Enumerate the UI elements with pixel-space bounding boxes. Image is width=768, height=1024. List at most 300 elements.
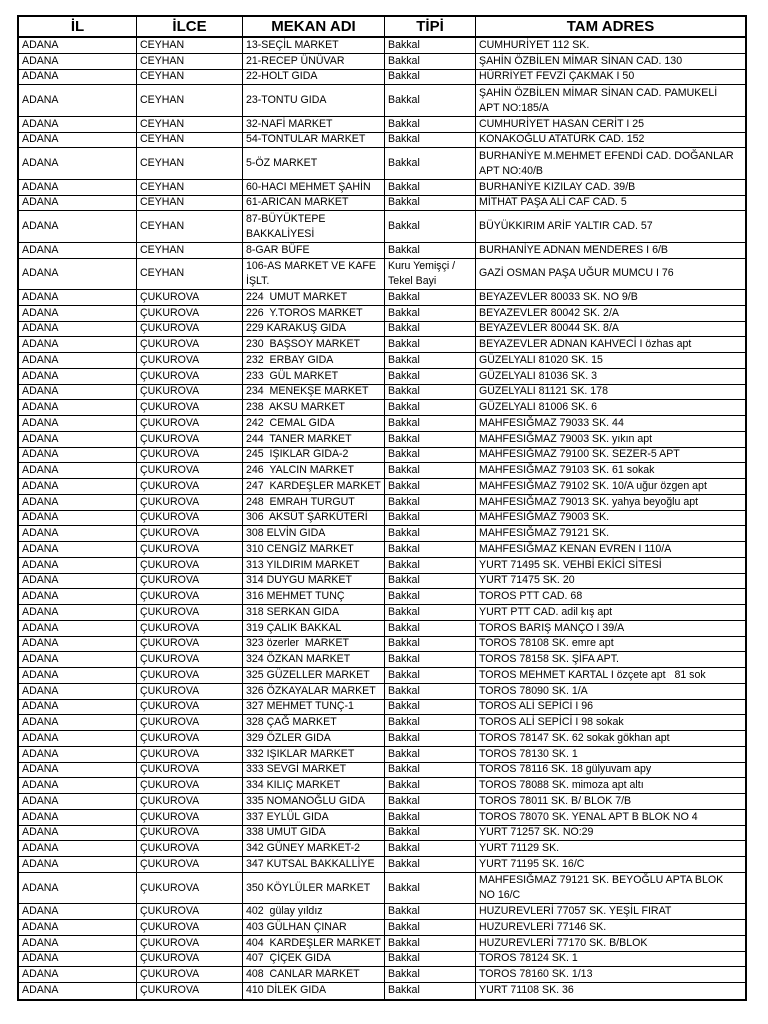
table-row — [19, 574, 745, 590]
cell-mekan-adi: 22-HOLT GIDA — [243, 70, 385, 86]
cell-tam-adres: YURT 71257 SK. NO:29 — [476, 826, 745, 842]
table-row — [19, 400, 745, 416]
table-row — [19, 180, 745, 196]
cell-il: ADANA — [19, 826, 137, 842]
table-row — [19, 243, 745, 259]
cell-tam-adres: TOROS BARIŞ MANÇO I 39/A — [476, 621, 745, 637]
cell-tam-adres: MAHFESIĞMAZ KENAN EVREN I 110/A — [476, 542, 745, 558]
cell-mekan-adi: 245 IŞIKLAR GIDA-2 — [243, 448, 385, 464]
table-row — [19, 54, 745, 70]
cell-mekan-adi: 324 ÖZKAN MARKET — [243, 652, 385, 668]
cell-tipi: Bakkal — [385, 448, 476, 464]
cell-mekan-adi: 106-AS MARKET VE KAFE İŞLT. — [243, 259, 385, 291]
cell-mekan-adi: 5-ÖZ MARKET — [243, 148, 385, 180]
table-row — [19, 778, 745, 794]
cell-tam-adres: TOROS 78158 SK. ŞİFA APT. — [476, 652, 745, 668]
cell-il: ADANA — [19, 778, 137, 794]
cell-mekan-adi: 229 KARAKUŞ GIDA — [243, 322, 385, 338]
cell-tipi: Bakkal — [385, 85, 476, 117]
cell-tipi: Bakkal — [385, 747, 476, 763]
cell-il: ADANA — [19, 448, 137, 464]
table-row — [19, 589, 745, 605]
cell-mekan-adi: 325 GÜZELLER MARKET — [243, 668, 385, 684]
cell-tipi: Bakkal — [385, 904, 476, 920]
cell-tam-adres: TOROS PTT CAD. 68 — [476, 589, 745, 605]
cell-ilce: ÇUKUROVA — [137, 416, 243, 432]
cell-il: ADANA — [19, 526, 137, 542]
cell-ilce: ÇUKUROVA — [137, 794, 243, 810]
cell-mekan-adi: 316 MEHMET TUNÇ — [243, 589, 385, 605]
cell-ilce: ÇUKUROVA — [137, 652, 243, 668]
cell-il: ADANA — [19, 967, 137, 983]
cell-il: ADANA — [19, 700, 137, 716]
table-row — [19, 38, 745, 54]
cell-mekan-adi: 338 UMUT GIDA — [243, 826, 385, 842]
cell-mekan-adi: 308 ELVİN GIDA — [243, 526, 385, 542]
cell-tipi: Bakkal — [385, 715, 476, 731]
cell-tam-adres: BURHANİYE KIZILAY CAD. 39/B — [476, 180, 745, 196]
cell-mekan-adi: 238 AKSU MARKET — [243, 400, 385, 416]
cell-tipi: Bakkal — [385, 463, 476, 479]
cell-il: ADANA — [19, 731, 137, 747]
cell-tam-adres: GÜZELYALI 81020 SK. 15 — [476, 353, 745, 369]
cell-il: ADANA — [19, 542, 137, 558]
cell-tipi: Bakkal — [385, 794, 476, 810]
cell-tipi: Bakkal — [385, 920, 476, 936]
cell-tam-adres: HUZUREVLERİ 77057 SK. YEŞİL FIRAT — [476, 904, 745, 920]
cell-tipi: Bakkal — [385, 385, 476, 401]
table-row — [19, 794, 745, 810]
cell-il: ADANA — [19, 715, 137, 731]
cell-tipi: Bakkal — [385, 778, 476, 794]
table-row — [19, 857, 745, 873]
cell-ilce: ÇUKUROVA — [137, 290, 243, 306]
cell-tipi: Bakkal — [385, 841, 476, 857]
table-row — [19, 652, 745, 668]
cell-mekan-adi: 226 Y.TOROS MARKET — [243, 306, 385, 322]
cell-il: ADANA — [19, 794, 137, 810]
cell-mekan-adi: 323 özerler MARKET — [243, 637, 385, 653]
cell-il: ADANA — [19, 621, 137, 637]
cell-ilce: ÇUKUROVA — [137, 448, 243, 464]
cell-ilce: ÇUKUROVA — [137, 810, 243, 826]
cell-il: ADANA — [19, 920, 137, 936]
cell-il: ADANA — [19, 810, 137, 826]
cell-mekan-adi: 244 TANER MARKET — [243, 432, 385, 448]
cell-ilce: ÇUKUROVA — [137, 621, 243, 637]
cell-mekan-adi: 347 KUTSAL BAKKALLİYE — [243, 857, 385, 873]
cell-tipi: Bakkal — [385, 70, 476, 86]
cell-ilce: CEYHAN — [137, 38, 243, 54]
cell-tipi: Bakkal — [385, 826, 476, 842]
table-row — [19, 432, 745, 448]
header-ilce: İLCE — [137, 17, 243, 38]
cell-tam-adres: ŞAHİN ÖZBİLEN MİMAR SİNAN CAD. PAMUKELİ APT NO:185/A — [476, 85, 745, 117]
cell-ilce: ÇUKUROVA — [137, 385, 243, 401]
table-row — [19, 259, 745, 291]
cell-ilce: ÇUKUROVA — [137, 684, 243, 700]
cell-tam-adres: TOROS ALİ SEPİCİ I 96 — [476, 700, 745, 716]
table-row — [19, 133, 745, 149]
cell-mekan-adi: 23-TONTU GIDA — [243, 85, 385, 117]
cell-tam-adres: TOROS 78130 SK. 1 — [476, 747, 745, 763]
cell-tam-adres: TOROS MEHMET KARTAL I özçete apt 81 sok — [476, 668, 745, 684]
cell-tam-adres: YURT 71195 SK. 16/C — [476, 857, 745, 873]
cell-mekan-adi: 8-GAR BÜFE — [243, 243, 385, 259]
table-row — [19, 841, 745, 857]
cell-tam-adres: BÜYÜKKIRIM ARİF YALTIR CAD. 57 — [476, 211, 745, 243]
cell-mekan-adi: 334 KILIÇ MARKET — [243, 778, 385, 794]
cell-ilce: ÇUKUROVA — [137, 873, 243, 905]
cell-il: ADANA — [19, 463, 137, 479]
cell-mekan-adi: 247 KARDEŞLER MARKET — [243, 479, 385, 495]
cell-tipi: Bakkal — [385, 936, 476, 952]
cell-ilce: ÇUKUROVA — [137, 778, 243, 794]
cell-ilce: ÇUKUROVA — [137, 952, 243, 968]
cell-tam-adres: BEYAZEVLER 80042 SK. 2/A — [476, 306, 745, 322]
cell-ilce: CEYHAN — [137, 70, 243, 86]
header-il: İL — [19, 17, 137, 38]
cell-mekan-adi: 32-NAFİ MARKET — [243, 117, 385, 133]
cell-mekan-adi: 306 AKSÜT ŞARKÜTERİ — [243, 511, 385, 527]
cell-ilce: CEYHAN — [137, 148, 243, 180]
cell-tam-adres: MAHFESIĞMAZ 79003 SK. — [476, 511, 745, 527]
cell-il: ADANA — [19, 983, 137, 999]
cell-ilce: ÇUKUROVA — [137, 511, 243, 527]
cell-il: ADANA — [19, 369, 137, 385]
cell-tam-adres: TOROS 78088 SK. mimoza apt altı — [476, 778, 745, 794]
cell-ilce: ÇUKUROVA — [137, 936, 243, 952]
cell-mekan-adi: 318 SERKAN GIDA — [243, 605, 385, 621]
cell-tam-adres: TOROS 78147 SK. 62 sokak gökhan apt — [476, 731, 745, 747]
cell-tipi: Bakkal — [385, 322, 476, 338]
cell-tipi: Bakkal — [385, 983, 476, 999]
cell-mekan-adi: 402 gülay yıldız — [243, 904, 385, 920]
cell-ilce: ÇUKUROVA — [137, 322, 243, 338]
cell-mekan-adi: 246 YALCIN MARKET — [243, 463, 385, 479]
cell-il: ADANA — [19, 605, 137, 621]
cell-tam-adres: ŞAHİN ÖZBİLEN MİMAR SİNAN CAD. 130 — [476, 54, 745, 70]
cell-il: ADANA — [19, 54, 137, 70]
cell-tipi: Bakkal — [385, 495, 476, 511]
cell-tipi: Bakkal — [385, 479, 476, 495]
table-row — [19, 967, 745, 983]
cell-il: ADANA — [19, 511, 137, 527]
cell-il: ADANA — [19, 857, 137, 873]
cell-tipi: Bakkal — [385, 684, 476, 700]
cell-il: ADANA — [19, 432, 137, 448]
cell-mekan-adi: 329 ÖZLER GIDA — [243, 731, 385, 747]
cell-ilce: CEYHAN — [137, 54, 243, 70]
cell-il: ADANA — [19, 337, 137, 353]
cell-tipi: Bakkal — [385, 700, 476, 716]
cell-ilce: CEYHAN — [137, 243, 243, 259]
cell-il: ADANA — [19, 290, 137, 306]
cell-mekan-adi: 407 ÇİÇEK GIDA — [243, 952, 385, 968]
cell-tipi: Bakkal — [385, 337, 476, 353]
table-body — [19, 38, 745, 999]
cell-mekan-adi: 233 GÜL MARKET — [243, 369, 385, 385]
cell-tam-adres: TOROS 78011 SK. B/ BLOK 7/B — [476, 794, 745, 810]
cell-tam-adres: BEYAZEVLER 80044 SK. 8/A — [476, 322, 745, 338]
cell-ilce: ÇUKUROVA — [137, 337, 243, 353]
table-row — [19, 747, 745, 763]
cell-mekan-adi: 404 KARDEŞLER MARKET — [243, 936, 385, 952]
cell-il: ADANA — [19, 322, 137, 338]
cell-ilce: CEYHAN — [137, 117, 243, 133]
cell-ilce: ÇUKUROVA — [137, 589, 243, 605]
cell-tipi: Bakkal — [385, 542, 476, 558]
cell-il: ADANA — [19, 400, 137, 416]
cell-il: ADANA — [19, 353, 137, 369]
cell-tipi: Bakkal — [385, 952, 476, 968]
cell-il: ADANA — [19, 479, 137, 495]
table-row — [19, 148, 745, 180]
cell-mekan-adi: 242 CEMAL GIDA — [243, 416, 385, 432]
cell-mekan-adi: 403 GÜLHAN ÇINAR — [243, 920, 385, 936]
cell-ilce: ÇUKUROVA — [137, 432, 243, 448]
cell-tipi: Bakkal — [385, 526, 476, 542]
cell-ilce: ÇUKUROVA — [137, 479, 243, 495]
cell-tipi: Bakkal — [385, 857, 476, 873]
cell-ilce: ÇUKUROVA — [137, 542, 243, 558]
cell-mekan-adi: 350 KÖYLÜLER MARKET — [243, 873, 385, 905]
table-row — [19, 306, 745, 322]
cell-tam-adres: MAHFESIĞMAZ 79033 SK. 44 — [476, 416, 745, 432]
cell-tipi: Bakkal — [385, 54, 476, 70]
table-row — [19, 605, 745, 621]
cell-ilce: ÇUKUROVA — [137, 306, 243, 322]
cell-ilce: ÇUKUROVA — [137, 637, 243, 653]
cell-tipi: Bakkal — [385, 668, 476, 684]
cell-tipi: Bakkal — [385, 117, 476, 133]
cell-mekan-adi: 313 YILDIRIM MARKET — [243, 558, 385, 574]
cell-il: ADANA — [19, 952, 137, 968]
header-tipi: TİPİ — [385, 17, 476, 38]
cell-tam-adres: BURHANİYE ADNAN MENDERES I 6/B — [476, 243, 745, 259]
table-row — [19, 873, 745, 905]
cell-ilce: ÇUKUROVA — [137, 841, 243, 857]
cell-mekan-adi: 332 IŞIKLAR MARKET — [243, 747, 385, 763]
cell-il: ADANA — [19, 747, 137, 763]
table-row — [19, 448, 745, 464]
cell-tam-adres: TOROS 78108 SK. emre apt — [476, 637, 745, 653]
cell-tipi: Bakkal — [385, 763, 476, 779]
cell-il: ADANA — [19, 763, 137, 779]
cell-tam-adres: TOROS 78160 SK. 1/13 — [476, 967, 745, 983]
cell-tipi: Bakkal — [385, 400, 476, 416]
cell-tam-adres: MİTHAT PAŞA ALİ CAF CAD. 5 — [476, 196, 745, 212]
cell-tam-adres: MAHFESIĞMAZ 79103 SK. 61 sokak — [476, 463, 745, 479]
cell-ilce: CEYHAN — [137, 180, 243, 196]
cell-il: ADANA — [19, 558, 137, 574]
cell-tipi: Bakkal — [385, 148, 476, 180]
cell-mekan-adi: 87-BÜYÜKTEPE BAKKALİYESİ — [243, 211, 385, 243]
table-row — [19, 290, 745, 306]
table-row — [19, 904, 745, 920]
cell-tam-adres: TOROS 78070 SK. YENAL APT B BLOK NO 4 — [476, 810, 745, 826]
table-row — [19, 479, 745, 495]
cell-il: ADANA — [19, 684, 137, 700]
cell-tam-adres: BEYAZEVLER 80033 SK. NO 9/B — [476, 290, 745, 306]
cell-il: ADANA — [19, 133, 137, 149]
cell-tam-adres: GÜZELYALI 81006 SK. 6 — [476, 400, 745, 416]
cell-il: ADANA — [19, 873, 137, 905]
table-row — [19, 558, 745, 574]
cell-tipi: Bakkal — [385, 306, 476, 322]
cell-mekan-adi: 13-SEÇİL MARKET — [243, 38, 385, 54]
cell-tam-adres: YURT 71108 SK. 36 — [479, 984, 574, 997]
cell-ilce: ÇUKUROVA — [137, 526, 243, 542]
cell-ilce: ÇUKUROVA — [137, 967, 243, 983]
cell-tipi: Bakkal — [385, 243, 476, 259]
cell-mekan-adi: 232 ERBAY GIDA — [243, 353, 385, 369]
cell-mekan-adi: 54-TONTULAR MARKET — [243, 133, 385, 149]
cell-mekan-adi: 328 ÇAĞ MARKET — [243, 715, 385, 731]
table-row — [19, 952, 745, 968]
cell-tipi: Bakkal — [385, 432, 476, 448]
table-row — [19, 826, 745, 842]
cell-ilce: ÇUKUROVA — [137, 605, 243, 621]
cell-il: ADANA — [19, 196, 137, 212]
cell-il: ADANA — [19, 574, 137, 590]
header-tam-adres: TAM ADRES — [476, 17, 745, 38]
table-row — [19, 526, 745, 542]
table-row — [19, 70, 745, 86]
store-list-table — [17, 15, 747, 1001]
cell-mekan-adi: 314 DUYGU MARKET — [243, 574, 385, 590]
cell-tipi: Bakkal — [385, 589, 476, 605]
cell-il: ADANA — [19, 904, 137, 920]
cell-il: ADANA — [19, 637, 137, 653]
table-row — [19, 463, 745, 479]
table-header-row — [19, 17, 745, 38]
table-row — [19, 700, 745, 716]
table-row — [19, 416, 745, 432]
cell-mekan-adi: 234 MENEKŞE MARKET — [243, 385, 385, 401]
table-row — [19, 810, 745, 826]
cell-il: ADANA — [19, 259, 137, 291]
cell-tam-adres: TOROS 78116 SK. 18 gülyuvam apy — [476, 763, 745, 779]
cell-ilce: ÇUKUROVA — [137, 668, 243, 684]
cell-mekan-adi: 310 CENGİZ MARKET — [243, 542, 385, 558]
cell-mekan-adi: 326 ÖZKAYALAR MARKET — [243, 684, 385, 700]
cell-tam-adres: HUZUREVLERİ 77170 SK. B/BLOK — [476, 936, 745, 952]
cell-mekan-adi: 224 UMUT MARKET — [243, 290, 385, 306]
cell-tam-adres: MAHFESIĞMAZ 79102 SK. 10/A uğur özgen apt — [476, 479, 745, 495]
cell-il: ADANA — [19, 668, 137, 684]
cell-il: ADANA — [19, 385, 137, 401]
table-row — [19, 637, 745, 653]
cell-il: ADANA — [19, 936, 137, 952]
cell-tipi: Bakkal — [385, 211, 476, 243]
cell-mekan-adi: 60-HACI MEHMET ŞAHİN — [243, 180, 385, 196]
cell-tipi: Bakkal — [385, 637, 476, 653]
table-row — [19, 983, 745, 999]
cell-ilce: ÇUKUROVA — [137, 700, 243, 716]
cell-il: ADANA — [19, 70, 137, 86]
cell-tipi: Bakkal — [385, 416, 476, 432]
table-row — [19, 920, 745, 936]
cell-tipi: Bakkal — [385, 558, 476, 574]
cell-il: ADANA — [19, 148, 137, 180]
cell-il: ADANA — [19, 180, 137, 196]
cell-tipi: Bakkal — [385, 621, 476, 637]
cell-tam-adres: BEYAZEVLER ADNAN KAHVECİ I özhas apt — [476, 337, 745, 353]
cell-il: ADANA — [19, 841, 137, 857]
cell-ilce: ÇUKUROVA — [137, 857, 243, 873]
cell-ilce: CEYHAN — [137, 196, 243, 212]
cell-tam-adres: YURT 71475 SK. 20 — [476, 574, 745, 590]
cell-tam-adres: YURT 71129 SK. — [476, 841, 745, 857]
table-row — [19, 668, 745, 684]
table-row — [19, 337, 745, 353]
cell-ilce: ÇUKUROVA — [137, 353, 243, 369]
header-mekan-adi: MEKAN ADI — [243, 17, 385, 38]
cell-il: ADANA — [19, 38, 137, 54]
cell-ilce: ÇUKUROVA — [137, 558, 243, 574]
cell-il: ADANA — [19, 652, 137, 668]
table-row — [19, 936, 745, 952]
cell-tam-adres: GAZİ OSMAN PAŞA UĞUR MUMCU I 76 — [476, 259, 745, 291]
table-row — [19, 715, 745, 731]
cell-tipi: Bakkal — [385, 196, 476, 212]
table-row — [19, 511, 745, 527]
cell-tipi: Bakkal — [385, 180, 476, 196]
cell-tipi: Bakkal — [385, 290, 476, 306]
cell-mekan-adi: 21-RECEP ÜNÜVAR — [243, 54, 385, 70]
cell-tam-adres: MAHFESIĞMAZ 79121 SK. — [476, 526, 745, 542]
cell-ilce: ÇUKUROVA — [137, 763, 243, 779]
cell-tipi: Bakkal — [385, 38, 476, 54]
table-row — [19, 385, 745, 401]
cell-mekan-adi: 342 GÜNEY MARKET-2 — [243, 841, 385, 857]
cell-tam-adres: CUMHURİYET 112 SK. — [476, 38, 745, 54]
table-row — [19, 542, 745, 558]
cell-tam-adres: BURHANİYE M.MEHMET EFENDİ CAD. DOĞANLAR APT NO:40/B — [476, 148, 745, 180]
table-row — [19, 85, 745, 117]
cell-ilce: ÇUKUROVA — [137, 904, 243, 920]
cell-tam-adres: TOROS ALİ SEPİCİ I 98 sokak — [476, 715, 745, 731]
table-row — [19, 322, 745, 338]
cell-il: ADANA — [19, 495, 137, 511]
cell-tam-adres: TOROS 78124 SK. 1 — [476, 952, 745, 968]
cell-tam-adres: MAHFESIĞMAZ 79003 SK. yıkın apt — [476, 432, 745, 448]
cell-ilce: ÇUKUROVA — [137, 920, 243, 936]
cell-ilce: ÇUKUROVA — [137, 400, 243, 416]
cell-tipi: Bakkal — [385, 511, 476, 527]
cell-il: ADANA — [19, 211, 137, 243]
cell-tam-adres: HÜRRİYET FEVZİ ÇAKMAK I 50 — [476, 70, 745, 86]
cell-ilce: ÇUKUROVA — [137, 983, 243, 999]
cell-mekan-adi: 335 NOMANOĞLU GIDA — [243, 794, 385, 810]
cell-tipi: Bakkal — [385, 652, 476, 668]
cell-il: ADANA — [19, 306, 137, 322]
table-row — [19, 211, 745, 243]
cell-tipi: Bakkal — [385, 731, 476, 747]
cell-ilce: ÇUKUROVA — [137, 731, 243, 747]
cell-mekan-adi: 230 BAŞSOY MARKET — [243, 337, 385, 353]
cell-tam-adres: MAHFESIĞMAZ 79013 SK. yahya beyoğlu apt — [476, 495, 745, 511]
cell-ilce: ÇUKUROVA — [137, 826, 243, 842]
cell-tipi: Bakkal — [385, 605, 476, 621]
cell-tam-adres: YURT PTT CAD. adil kış apt — [476, 605, 745, 621]
cell-tipi: Bakkal — [385, 369, 476, 385]
cell-tam-adres: GÜZELYALI 81036 SK. 3 — [476, 369, 745, 385]
table-row — [19, 763, 745, 779]
cell-tam-adres: KONAKOĞLU ATATÜRK CAD. 152 — [476, 133, 745, 149]
cell-il: ADANA — [19, 243, 137, 259]
